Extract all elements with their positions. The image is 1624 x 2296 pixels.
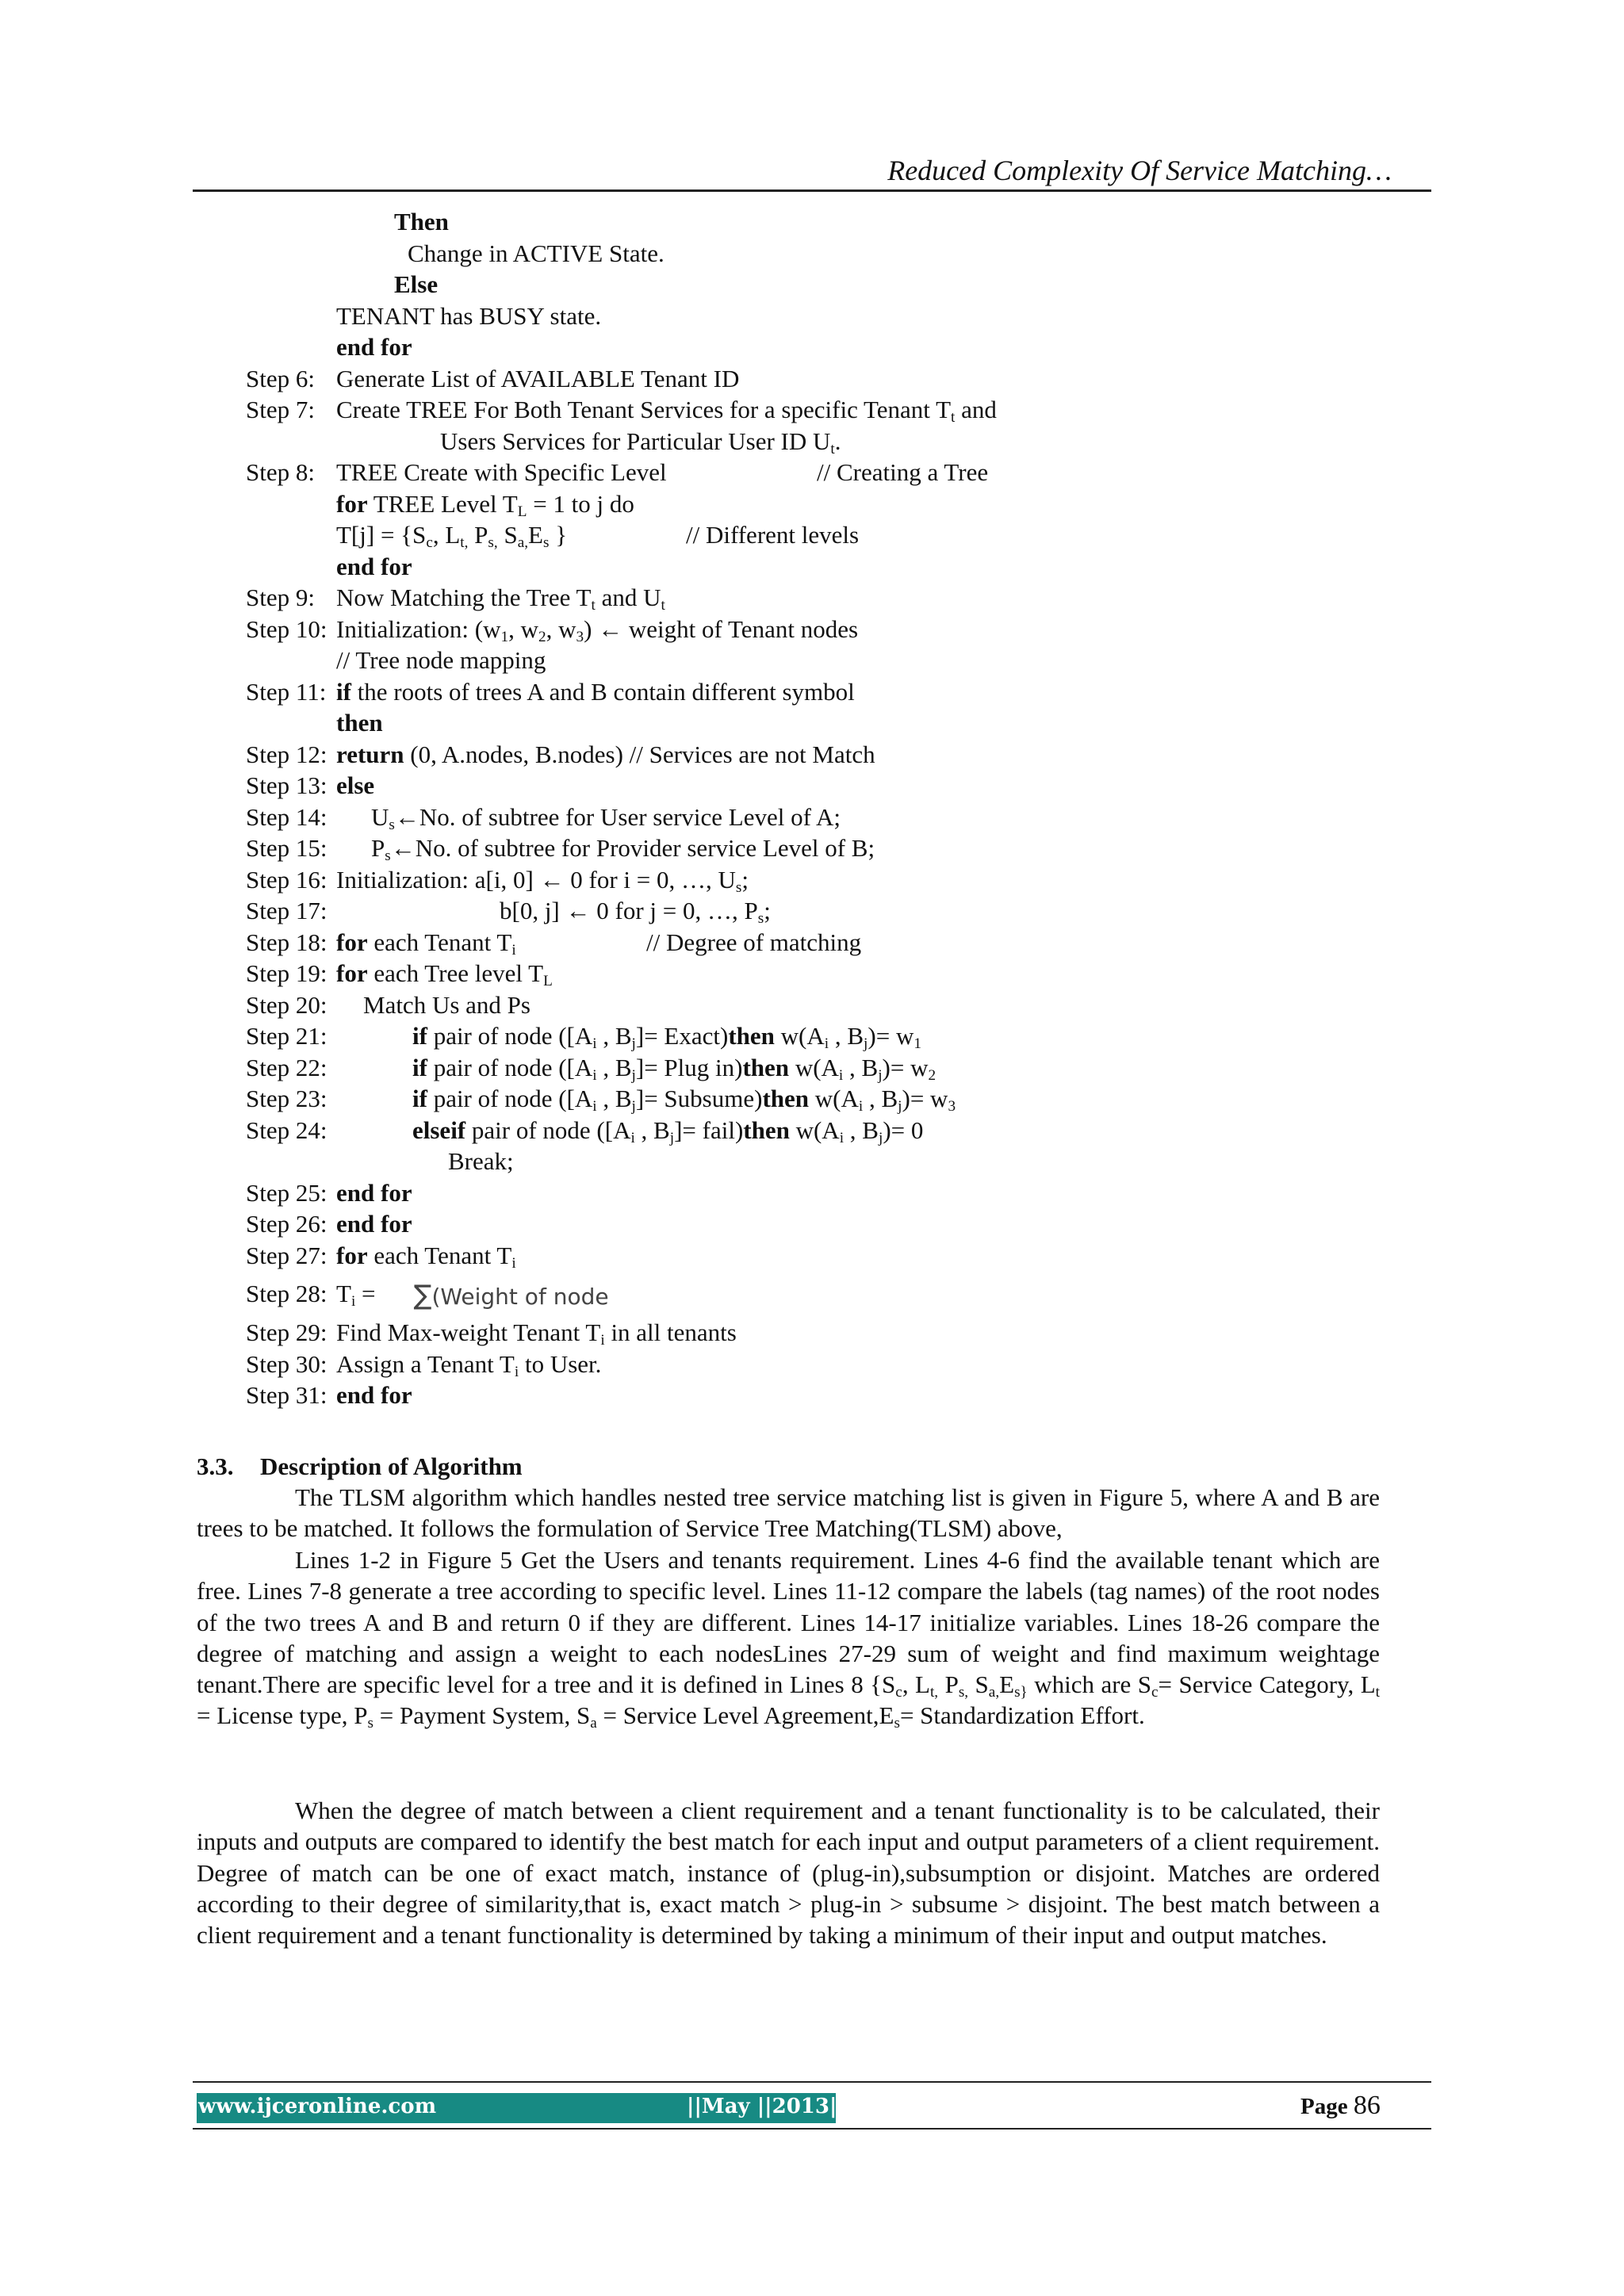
algo-comment: // Degree of matching	[646, 928, 862, 956]
algo-line: Change in ACTIVE State.	[408, 239, 665, 267]
footer-page-number: Page 86	[1300, 2091, 1381, 2120]
algo-line: Break;	[448, 1147, 514, 1175]
algo-step-21: Step 21: if pair of node ([$A_i$ , $B_j]=$ Exact)then $w(A_i$ , $B_j)= w_1$	[246, 1022, 921, 1052]
algo-line: Users Services for Particular User ID $U_t$.	[440, 427, 841, 457]
algo-step-30: Step 30: Assign a Tenant $T_i$ to User.	[246, 1349, 602, 1380]
algo-step-8: Step 8: TREE Create with Specific Level // Creating a Tree	[246, 457, 1435, 488]
algo-step-31: Step 31: end for	[246, 1381, 412, 1409]
algo-step-14: Step 14: $U_s\leftarrow No$. of subtree for User service Level of A;	[246, 802, 841, 833]
header-rule	[193, 189, 1431, 192]
algo-step-26: Step 26: end for	[246, 1210, 412, 1238]
algo-line: TENANT has BUSY state.	[336, 301, 602, 330]
body-paragraph: Lines 1-2 in Figure 5 Get the Users and tenants requirement. Lines 4-6 find the available tenant which are free. Lines 7-8 generate a tree according to specific level. Lines 11-12 compare the labels (tag names) of the root nodes of the two trees A and B and return 0 if they are different. Lines 14-17 initialize variables. Lines 18-26 compare the degree of matching and assign a weight to each nodesLines 27-29 sum of weight and find maximum weightage tenant.There are specific level for a tree and it is defined in Lines 8 {$S_c$, $L_{t,}$ $P_{s,}$ $S_{a,}E_{s\}}$ which are $S_c=$ Service Category, $L_t$ = License type, $P_s$ = Payment System, $S_a$ = Service Level $Agreement,E_s=$ Standardization Effort.	[197, 1546, 1380, 1732]
algo-step-7: Step 7: Create TREE For Both Tenant Services for a specific Tenant $T_t$ and	[246, 396, 997, 426]
footer-rule	[193, 2128, 1431, 2130]
algo-step-29: Step 29: Find Max-weight Tenant $T_i$ in all tenants	[246, 1318, 737, 1349]
algo-step-10: Step 10: Initialization: ($w_1$, $w_2$, $w_3$) ← weight of Tenant nodes	[246, 614, 859, 645]
footer-url-link[interactable]: www.ijceronline.com	[198, 2095, 437, 2118]
algo-line: end for	[336, 333, 412, 361]
algo-step-24: Step 24: elseif pair of node ([$A_i$ , $B_j]=$ fail)then $w(A_i$ , $B_j)= 0$	[246, 1115, 924, 1146]
algo-step-11: Step 11: if the roots of trees A and B contain different symbol	[246, 677, 855, 706]
algo-step-16: Step 16: Initialization: a[i, 0] ← 0 for i = 0, …, $U_s$;	[246, 865, 749, 896]
algo-step-9: Step 9: Now Matching the Tree $T_t$ and $U_t$	[246, 584, 665, 614]
algo-step-22: Step 22: if pair of node ([$A_i$ , $B_j]=$ Plug in)then $w(A_i$ , $B_j)= w_2$	[246, 1053, 936, 1084]
algo-step-13: Step 13: else	[246, 771, 375, 799]
running-header: Reduced Complexity Of Service Matching…	[887, 155, 1392, 186]
algo-line: for TREE Level $T_L = 1$ to j do	[336, 489, 634, 520]
algo-line: end for	[336, 552, 412, 580]
algo-line: Else	[394, 270, 439, 298]
section-title: Description of Algorithm	[260, 1452, 523, 1480]
algo-comment: // Creating a Tree	[817, 458, 989, 486]
algo-line: Then	[394, 208, 449, 235]
footer-date: ||May ||2013||	[687, 2095, 845, 2118]
algo-step-25: Step 25: end for	[246, 1178, 412, 1207]
body-paragraph: When the degree of match between a client requirement and a tenant functionality is to be calculated, their inputs and outputs are compared to identify the best match for each input and output parameters of a client requirement. Degree of match can be one of exact match, instance of (plug-in),subsumption or disjoint. Matches are ordered according to their degree of similarity,that is, exact match > plug-in > subsume > disjoint. The best match between a client requirement and a tenant functionality is determined by taking a minimum of their input and output matches.	[197, 1797, 1380, 1950]
algo-step-6: Step 6: Generate List of AVAILABLE Tenant ID	[246, 364, 740, 392]
algorithm-block	[246, 206, 1435, 1411]
algo-step-28: Step 28: $T_i$ = ∑(Weight of node	[246, 1271, 1435, 1317]
algo-step-18: Step 18: for each Tenant $T_i$ // Degree of matching	[246, 928, 862, 959]
algo-line: // Tree node mapping	[336, 646, 546, 674]
algo-comment: // Different levels	[686, 521, 860, 549]
section-number: 3.3.	[197, 1452, 234, 1480]
algo-step-23: Step 23: if pair of node ([$A_i$ , $B_j]=$ Subsume)then $w(A_i$ , $B_j)= w_3$	[246, 1085, 956, 1115]
algo-step-20: Step 20: Match Us and Ps	[246, 990, 530, 1019]
algo-step-27: Step 27: for each Tenant $T_i$	[246, 1241, 516, 1272]
footer-rule	[193, 2081, 1431, 2083]
algo-line: then	[336, 709, 383, 737]
weight-sum-formula: ∑(Weight of node	[413, 1279, 609, 1311]
algo-step-17: Step 17: b[0, j] ← 0 for j = 0, …, $P_s$;	[246, 897, 771, 927]
algo-step-15: Step 15: $P_s\leftarrow No$. of subtree for Provider service Level of B;	[246, 834, 875, 864]
section-heading	[197, 1452, 523, 1481]
algo-step-19: Step 19: for each Tree level $T_L$	[246, 959, 553, 989]
algo-line: $T[j] = \{S_c$, $L_{t,}$ $P_{s,}$ $S_{a,}E_s$ } // Different levels	[336, 521, 860, 551]
algo-step-12: Step 12: return (0, A.nodes, B.nodes) // Services are not Match	[246, 740, 875, 768]
body-paragraph: The TLSM algorithm which handles nested tree service matching list is given in Figure 5, where A and B are trees to be matched. It follows the formulation of Service Tree Matching(TLSM) above,	[197, 1483, 1380, 1543]
